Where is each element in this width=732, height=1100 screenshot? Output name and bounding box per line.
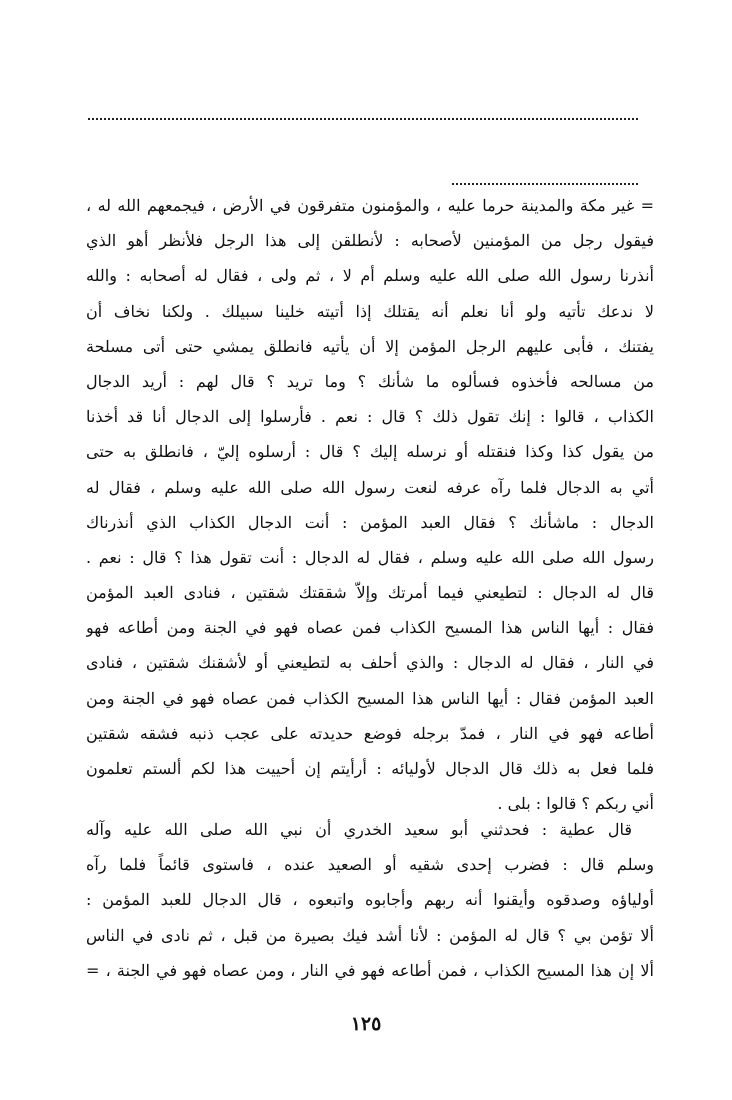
- text-line: في النار ، فقال له الدجال : والذي أحلف به لتطيعني أو لأشقنك شقتين ، فنادى: [86, 653, 654, 673]
- footnote-dotted-separator: [452, 183, 638, 185]
- text-line: أولياؤه وصدقوه وأيقنوا أنه ربهم وأجابوه واتبعوه ، قال الدجال للعبد المؤمن :: [86, 890, 654, 910]
- text-line: قال عطية : فحدثني أبو سعيد الخدري أن نبي الله صلى الله عليه وآله: [86, 820, 632, 839]
- text-line: العبد المؤمن فقال : أيها الناس هذا المسيح الكذاب فمن عصاه فهو في الجنة ومن: [86, 688, 654, 708]
- text-line: فيقول رجل من المؤمنين لأصحابه : لأنطلقن إلى هذا الرجل فلأنظر أهو الذي: [86, 231, 654, 251]
- text-line: رسول الله صلى الله عليه وسلم ، فقال له الدجال : أنت تقول هذا ؟ قال : نعم .: [86, 547, 654, 567]
- text-line: من مسالحه فأخذوه فسألوه ما شأنك ؟ وما تريد ؟ قال لهم : أريد الدجال: [86, 371, 654, 391]
- text-line: من يقول كذا وكذا فنقتله أو نرسله إليك ؟ قال : أرسلوه إليّ ، فانطلق به حتى: [86, 442, 654, 462]
- text-line: ألا إن هذا المسيح الكذاب ، فمن أطاعه فهو في النار ، ومن عصاه فهو في الجنة ، =: [86, 960, 654, 980]
- text-line: قال له الدجال : لتطيعني فيما أمرتك وإلاّ شققتك شقتين ، فنادى العبد المؤمن: [86, 583, 654, 603]
- text-line: وسلم قال : فضرب إحدى شقيه أو الصعيد عنده ، فاستوى قائماً فلما رآه: [86, 855, 654, 875]
- text-line: أني ربكم ؟ قالوا : بلى .: [497, 794, 654, 814]
- page-number: ١٢٥: [350, 1013, 382, 1035]
- text-line: ألا تؤمن بي ؟ قال له المؤمن : لأنا أشد فيك بصيرة من قبل ، ثم نادى في الناس: [86, 925, 654, 945]
- text-line: فلما فعل به ذلك قال الدجال لأوليائه : أرأيتم إن أحييت هذا لكم ألستم تعلمون: [86, 759, 654, 778]
- text-line: = غير مكة والمدينة حرما عليه ، والمؤمنون متفرقون في الأرض ، فيجمعهم الله له ،: [86, 196, 654, 215]
- text-line: لا ندعك تأتيه ولو أنا نعلم أنه يقتلك إذا أتيته خلينا سبيلك . ولكنا نخاف أن: [86, 301, 654, 321]
- text-line: أتي به الدجال فلما رآه عرفه لنعت رسول الله صلى الله عليه وسلم ، فقال له: [86, 477, 654, 497]
- text-line: الكذاب ، قالوا : إنك تقول ذلك ؟ قال : نعم . فأرسلوا إلى الدجال أنا قد أخذنا: [86, 407, 654, 427]
- paragraph-2: [86, 812, 654, 988]
- text-line: الدجال : ماشأنك ؟ فقال العبد المؤمن : أنت الدجال الكذاب الذي أنذرناك: [86, 512, 654, 532]
- text-line: يفتنك ، فأبى عليهم الرجل المؤمن إلا أن يأتيه فانطلق يمشي حتى أتى مسلحة: [86, 336, 654, 356]
- top-dotted-separator: [88, 118, 638, 120]
- text-line: فقال : أيها الناس هذا المسيح الكذاب فمن عصاه فهو في الجنة ومن أطاعه فهو: [86, 618, 654, 638]
- text-line: أنذرنا رسول الله صلى الله عليه وسلم أم لا ، ثم ولى ، فقال له أصحابه : والله: [86, 266, 654, 286]
- text-line: أطاعه فهو في النار ، فمدّ برجله فوضع حديدته على عجب ذنبه فشقه شقتين: [86, 723, 654, 743]
- paragraph-1: [86, 188, 654, 821]
